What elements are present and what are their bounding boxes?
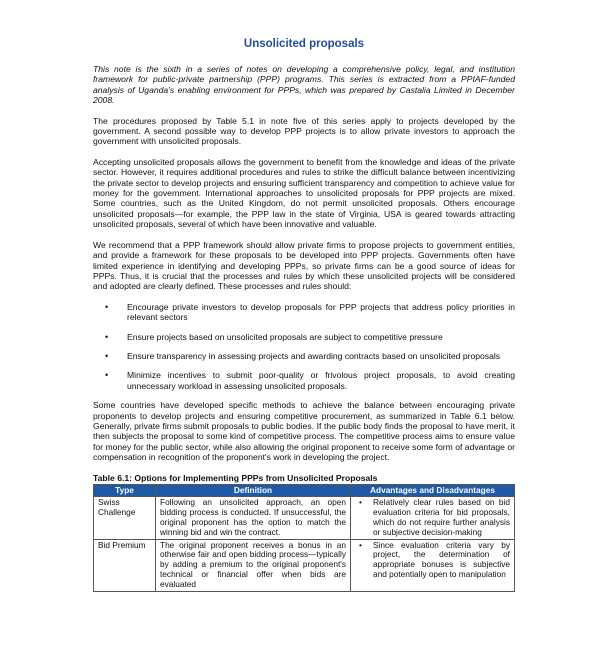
paragraph-procedures: The procedures proposed by Table 5.1 in note five of this series apply to projects developed by the government. A second possible way to develop PPP projects is to allow private investors to approach the government with unsolicited proposals. [93,115,515,147]
intro-note: This note is the sixth in a series of notes on developing a comprehensive policy, legal, and institution framework for public-private partnership (PPP) programs. This series is extracted from a PPIAF-funded analysis of Uganda's enabling environment for PPPs, which was prepared by Castalia Limited in December 2008. [93,64,515,106]
advantage-item: • Relatively clear rules based on bid evaluation criteria for bid proposals, which do not require further analysis or subjective decision-making [355,498,510,537]
cell-type: Swiss Challenge [94,497,156,539]
header-type: Type [94,484,156,497]
cell-advantages [351,539,515,591]
cell-definition: Following an unsolicited approach, an open bidding process is conducted. If unsuccessful, the original proponent has the option to match the winning bid and win the contract. [156,497,351,539]
table-row [94,539,515,591]
options-table [93,484,515,592]
document-title: Unsolicited proposals [243,38,365,50]
table-header-row [94,484,515,497]
header-advantages: Advantages and Disadvantages [351,484,515,497]
paragraph-recommendation: We recommend that a PPP framework should allow private firms to propose projects to government entities, and provide a framework for these proposals to be developed into PPP projects. Governments often have limited experience in identifying and developing PPPs, so private firms can be a good source of ideas for PPPs. Thus, it is crucial that the processes and rules by which these unsolicited projects will be considered and adopted are clearly defined. These processes and rules should: [93,239,515,292]
list-item: • Ensure transparency in assessing projects and awarding contracts based on unsolicited proposals [93,351,515,361]
cell-type: Bid Premium [94,539,156,591]
advantage-item: • Since evaluation criteria vary by project, the determination of appropriate bonuses is subjective and potentially open to manipulation [355,541,510,580]
table-caption: Table 6.1: Options for Implementing PPPs from Unsolicited Proposals [93,472,378,483]
list-item: • Ensure projects based on unsolicited proposals are subject to competitive pressure [93,332,515,342]
table-row [94,497,515,539]
rules-list [93,302,515,391]
paragraph-methods: Some countries have developed specific methods to achieve the balance between encouraging private proponents to develop projects and ensuring competitive procurement, as summarized in Table 6.1 below. Generally, private firms submit proposals to public bodies. If the public body finds the proposal to have merit, it then subjects the proposal to some kind of competitive process. The competitive process aims to ensure value for money for the public sector, while also allowing the original proponent to receive some form of advantage or compensation in recognition of the proponent's work in developing the project. [93,400,515,463]
cell-advantages [351,497,515,539]
list-item: • Minimize incentives to submit poor-quality or frivolous project proposals, to avoid creating unnecessary workload in assessing unsolicited proposals. [93,370,515,391]
cell-definition: The original proponent receives a bonus in an otherwise fair and open bidding process—typically by adding a premium to the original proponent's technical or financial offer when bids are evaluated [156,539,351,591]
paragraph-accepting-proposals: Accepting unsolicited proposals allows the government to benefit from the knowledge and ideas of the private sector. However, it requires additional procedures and rules to strike the difficult balance between incentivizing the private sector to develop projects and ensuring sufficient transparency and competition to achieve value for money for the government. International approaches to unsolicited proposals for PPP projects are mixed. Some countries, such as the United Kingdom, do not permit unsolicited proposals. Others encourage unsolicited proposals—for example, the PPP law in the state of Virginia, USA is geared towards attracting unsolicited proposals, several of which have been innovative and valuable. [93,156,515,230]
list-item: • Encourage private investors to develop proposals for PPP projects that address policy priorities in relevant sectors [93,302,515,323]
header-definition: Definition [156,484,351,497]
